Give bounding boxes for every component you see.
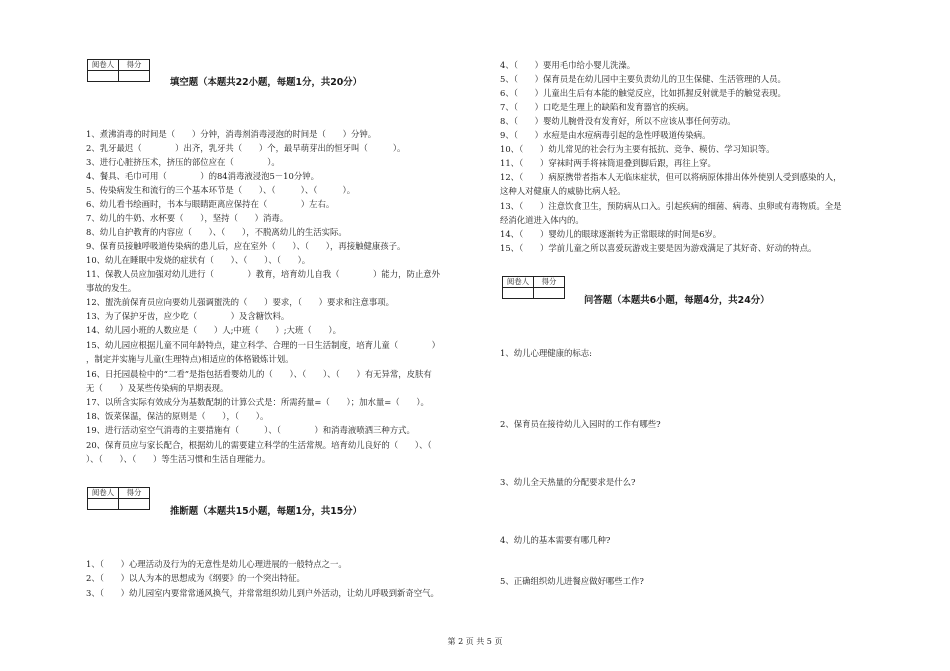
list-item: 2、保育员在接待幼儿入园时的工作有哪些? <box>500 419 661 429</box>
list-item: 事故的发生。 <box>86 283 137 293</box>
list-item: 1、（ ）心理活动及行为的无意性是幼儿心理进展的一般特点之一。 <box>86 559 347 569</box>
score-cell <box>534 288 565 299</box>
reviewer-label: 阅卷人 <box>88 60 119 71</box>
list-item: 5、传染病发生和流行的三个基本环节是（ ）、（ ）、（ ）。 <box>86 185 356 195</box>
list-item: 经消化道进入体内的。 <box>500 215 584 225</box>
score-box-judgment <box>87 487 150 510</box>
score-box-qa <box>502 276 565 299</box>
list-item: 8、（ ）婴幼儿腕骨没有发育好，所以不应该从事任何劳动。 <box>500 116 736 126</box>
list-item: 2、乳牙最迟（ ）出齐，乳牙共（ ）个，最早萌芽出的恒牙叫（ ）。 <box>86 143 406 153</box>
list-item: 2、（ ）以人为本的思想成为《纲要》的一个突出特征。 <box>86 573 305 583</box>
list-item: 3、幼儿全天热量的分配要求是什么? <box>500 477 636 487</box>
list-item: 4、幼儿的基本需要有哪几种? <box>500 535 611 545</box>
list-item: 这种人对健康人的威胁比病人轻。 <box>500 186 626 196</box>
page-number: 第 2 页 共 5 页 <box>447 637 503 646</box>
list-item: 1、幼儿心理健康的标志: <box>500 348 592 358</box>
reviewer-cell <box>88 71 119 82</box>
list-item: 11、（ ）穿袜时两手将袜筒退叠到脚后跟，再往上穿。 <box>500 158 716 168</box>
list-item: 19、进行活动室空气消毒的主要措施有（ ）、（ ）和消毒液喷洒三种方式。 <box>86 425 415 435</box>
list-item: 17、以所含实际有效成分为基数配制的计算公式是：所需药量=（ ）；加水量=（ ）。 <box>86 397 429 407</box>
list-item: 14、幼儿园小班的人数应是（ ）人;中班（ ）;大班（ ）。 <box>86 325 341 335</box>
list-item: 10、幼儿在睡眠中发烧的症状有（ ）、（ ）、（ ）。 <box>86 255 311 265</box>
list-item: ，制定并实施与儿童(生理特点)相适应的体格锻炼计划。 <box>86 354 294 364</box>
reviewer-label: 阅卷人 <box>503 277 534 288</box>
list-item: 13、（ ）注意饮食卫生，预防病从口入。引起疾病的细菌、病毒、虫卵或有毒物质。全是 <box>500 201 842 211</box>
list-item: 9、保育员接触呼吸道传染病的患儿后，应在室外（ ）、（ ），再接触健康孩子。 <box>86 241 406 251</box>
list-item: 3、（ ）幼儿园室内要常常通风换气，并常常组织幼儿到户外活动，让幼儿呼吸到新奇空气。 <box>86 588 439 598</box>
list-item: 5、（ ）保育员是在幼儿园中主要负责幼儿的卫生保健、生活管理的人员。 <box>500 74 786 84</box>
list-item: 13、为了保护牙齿，应少吃（ ）及含糖饮料。 <box>86 311 290 321</box>
score-label: 得分 <box>534 277 565 288</box>
score-cell <box>119 499 150 510</box>
score-label: 得分 <box>119 488 150 499</box>
list-item: ）、（ ）、（ ）等生活习惯和生活自理能力。 <box>86 454 271 464</box>
reviewer-cell <box>88 499 119 510</box>
list-item: 15、幼儿园应根据儿童不同年龄特点，建立科学、合理的一日生活制度，培育儿童（ ） <box>86 340 441 350</box>
list-item: 8、幼儿自护教育的内容应（ ）、（ ），不脱离幼儿的生活实际。 <box>86 227 347 237</box>
list-item: 1、煮沸消毒的时间是（ ）分钟，消毒剂消毒浸泡的时间是（ ）分钟。 <box>86 129 377 139</box>
list-item: 6、幼儿看书绘画时，书本与眼睛距离应保持在（ ）左右。 <box>86 199 335 209</box>
list-item: 6、（ ）儿童出生后有本能的触觉反应，比如抓握反射就是手的触觉表现。 <box>500 88 786 98</box>
list-item: 7、（ ）口吃是生理上的缺陷和发育器官的疾病。 <box>500 102 694 112</box>
score-box-fill-blank <box>87 59 150 82</box>
list-item: 9、（ ）水痘是由水痘病毒引起的急性呼吸道传染病。 <box>500 130 711 140</box>
list-item: 无（ ）及某些传染病的早期表现。 <box>86 383 229 393</box>
score-label: 得分 <box>119 60 150 71</box>
list-item: 16、日托园晨检中的“二看”是指包括看婴幼儿的（ ）、（ ）、（ ）有无异常，皮肤有 <box>86 369 432 379</box>
list-item: 18、饭菜保温，保洁的原则是（ ），（ ）。 <box>86 411 269 421</box>
list-item: 12、盥洗前保育员应向要幼儿强调盥洗的（ ）要求，（ ）要求和注意事项。 <box>86 297 394 307</box>
list-item: 14、（ ）婴幼儿的眼球逐渐转为正常眼球的时间是6岁。 <box>500 229 722 239</box>
list-item: 11、保教人员应加强对幼儿进行（ ）教育，培育幼儿自我（ ）能力，防止意外 <box>86 269 441 279</box>
list-item: 3、进行心脏挤压术，挤压的部位应在（ ）。 <box>86 157 280 167</box>
list-item: 4、餐具、毛巾可用（ ）的84消毒液浸泡5－10分钟。 <box>86 171 319 181</box>
list-item: 4、（ ）要用毛巾给小婴儿洗澡。 <box>500 60 636 70</box>
list-item: 20、保育员应与家长配合，根据幼儿的需要建立科学的生活常规。培育幼儿良好的（ ）、（ <box>86 440 449 450</box>
reviewer-label: 阅卷人 <box>88 488 119 499</box>
list-item: 7、幼儿的牛奶、水杯要（ ），坚持（ ）消毒。 <box>86 213 289 223</box>
judgment-title: 推断题（本题共15小题，每题1分，共15分） <box>170 506 362 517</box>
fill-blank-title: 填空题（本题共22小题，每题1分，共20分） <box>170 77 362 88</box>
list-item: 10、（ ）幼儿常见的社会行为主要有抵抗、竞争、模仿、学习知识等。 <box>500 144 775 154</box>
list-item: 15、（ ）学前儿童之所以喜爱玩游戏主要是因为游戏满足了其好奇、好动的特点。 <box>500 243 817 253</box>
list-item: 12、（ ）病原携带者指本人无临床症状，但可以将病原体排出体外使别人受到感染的人， <box>500 172 842 182</box>
reviewer-cell <box>503 288 534 299</box>
list-item: 5、正确组织幼儿进餐应做好哪些工作? <box>500 576 644 586</box>
score-cell <box>119 71 150 82</box>
qa-title: 问答题（本题共6小题，每题4分，共24分） <box>584 295 770 306</box>
